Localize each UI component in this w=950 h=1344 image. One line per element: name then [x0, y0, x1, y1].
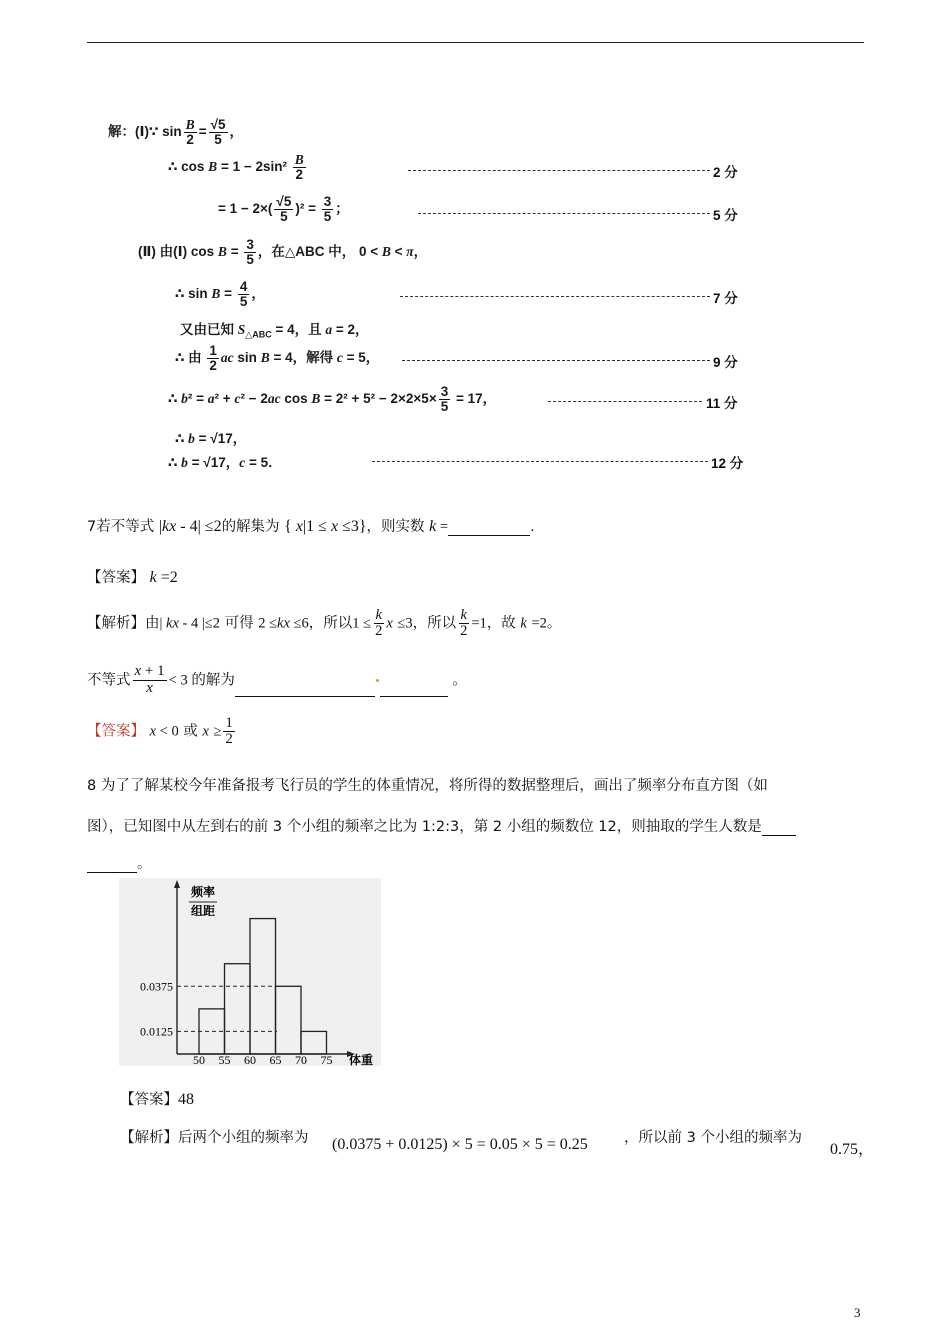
y-label-top: 频率 — [190, 885, 216, 899]
q8-analysis: 【解析】后两个小组的频率为 — [120, 1130, 309, 1146]
ineq-answer: 【答案】 x < 0 或 x ≥ $\frac{1}{2}$ — [87, 715, 233, 748]
score-leader — [400, 296, 710, 297]
score-9: 9 分 — [713, 355, 738, 370]
sol-line-1: 解：(Ⅰ)∵ sin $\frac{B}{2}$ = $\frac{√5}{5}$ ， — [108, 117, 243, 148]
x-axis-label: 体重 — [348, 1053, 374, 1066]
q7-analysis: 【解析】由| kx - 4 |≤2 可得 2 ≤kx ≤6，所以1 ≤ $\frac{k}{2}$ x ≤3，所以 $\frac{k}{2}$ =1，故 k =2。 — [87, 607, 562, 640]
q7-answer: 【答案】 k =2 — [87, 569, 178, 586]
y-label-bottom: 组距 — [190, 904, 216, 918]
histogram-chart — [119, 878, 381, 1066]
score-7: 7 分 — [713, 291, 738, 306]
sol-line-3: = 1 − 2×( $\frac{√5}{5}$ )² = $\frac{3}{5}$ ； — [218, 194, 349, 225]
answer-label: 【答案】 — [87, 570, 145, 586]
x-tick-label: 55 — [218, 1053, 231, 1066]
score-leader — [548, 401, 702, 402]
sol-line-9: ∴ b = √17， — [175, 431, 247, 446]
sol-line-10: ∴ b = √17，c = 5． — [168, 455, 282, 470]
sol-line-5: ∴ sin B = $\frac{4}{5}$ ， — [175, 279, 265, 310]
sol-line-7: ∴ 由 $\frac{1}{2}$ ac sin B = 4，解得 c = 5， — [175, 343, 380, 374]
q8-line-3: 。 — [87, 852, 152, 873]
score-leader — [402, 360, 710, 361]
x-tick-label: 75 — [320, 1053, 333, 1066]
score-5: 5 分 — [713, 208, 738, 223]
q8-analysis-c: 0.75， — [830, 1141, 875, 1158]
x-tick-label: 50 — [193, 1053, 205, 1066]
score-leader — [418, 213, 710, 214]
answer-label: 【答案】 — [120, 1092, 178, 1108]
page-number: 3 — [854, 1305, 861, 1320]
sol-line-8: ∴ b² = a² + c² − 2ac cos B = 2² + 5² − 2×2×5× $\frac{3}{5}$ = 17， — [168, 384, 497, 415]
x-tick-label: 70 — [295, 1053, 307, 1066]
score-leader — [372, 461, 708, 462]
score-leader — [408, 170, 710, 171]
sol-line-6: 又由已知 $S_{\triangle ABC} = 4$，且 a = 2， — [180, 322, 369, 340]
analysis-label: 【解析】 — [87, 615, 145, 632]
ineq-statement: 不等式 $\frac{x + 1}{x}$ < 3 的解为 。 — [87, 663, 467, 696]
q8-answer: 【答案】48 — [120, 1091, 194, 1108]
q8-line-1: 8 为了了解某校今年准备报考飞行员的学生的体重情况，将所得的数据整理后，画出了频率分布直方图（如 — [87, 778, 768, 794]
q7-statement: 7若不等式 |kx - 4| ≤2的解集为 { x|1 ≤ x ≤3}，则实数 k = . — [87, 518, 535, 535]
sol-line-4: (Ⅱ) 由(Ⅰ) cos B = $\frac{3}{5}$ ，在△ABC 中， 0 < B < π， — [138, 237, 428, 268]
x-tick-label: 65 — [269, 1053, 282, 1066]
q8-analysis-b: ，所以前 3 个小组的频率为 — [624, 1130, 802, 1146]
q8-analysis-expr: (0.0375 + 0.0125) × 5 = 0.05 × 5 = 0.25 — [332, 1136, 588, 1153]
y-tick-label: 0.0125 — [140, 1024, 173, 1039]
q8-line-2: 图），已知图中从左到右的前 3 个小组的频率之比为 1:2:3，第 2 小组的频数位 12，则抽取的学生人数是 — [87, 815, 796, 836]
score-11: 11 分 — [706, 396, 738, 411]
header-rule — [87, 42, 864, 43]
score-2: 2 分 — [713, 165, 738, 180]
analysis-label: 【解析】 — [120, 1130, 178, 1146]
answer-label: 【答案】 — [87, 723, 145, 740]
x-tick-label: 60 — [244, 1053, 256, 1066]
score-12: 12 分 — [711, 456, 744, 471]
y-tick-label: 0.0375 — [140, 979, 173, 994]
sol-line-2: ∴ cos B = 1 − 2sin² $\frac{B}{2}$ — [168, 152, 304, 183]
